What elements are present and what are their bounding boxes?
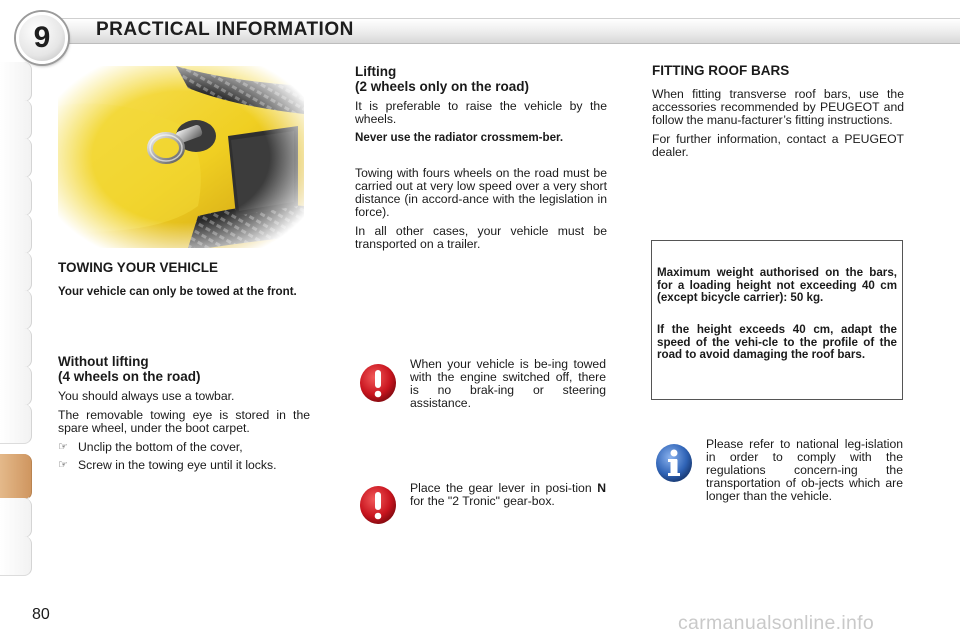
- lifting-p2: Never use the radiator crossmem-ber.: [355, 131, 564, 144]
- roof-bars-section: [652, 63, 904, 159]
- roof-bars-warning-box: [651, 240, 903, 400]
- roof-bars-title: FITTING ROOF BARS: [652, 63, 790, 78]
- exclamation-icon: [358, 362, 398, 404]
- chapter-tab[interactable]: [0, 404, 32, 444]
- roof-bars-p2: For further information, contact a PEUGEOT dealer.: [652, 132, 904, 159]
- info-icon: [654, 442, 694, 484]
- towing-eye-photo: [58, 66, 304, 248]
- warning-gear-lever: [410, 482, 606, 508]
- chapter-tab[interactable]: [0, 328, 32, 368]
- warning-gear-text-end: for the "2 Tronic" gear-box.: [410, 494, 555, 508]
- warning-gear-text: Place the gear lever in posi-tion: [410, 481, 598, 495]
- pointing-hand-icon: ☞: [58, 441, 68, 453]
- chapter-tab[interactable]: [0, 366, 32, 406]
- chapter-tab[interactable]: [0, 176, 32, 216]
- towing-title: TOWING YOUR VEHICLE: [58, 260, 219, 275]
- chapter-tab[interactable]: [0, 252, 32, 292]
- page-number: 80: [32, 606, 50, 623]
- gear-position: N: [597, 481, 606, 495]
- chapter-tab[interactable]: [0, 138, 32, 178]
- lifting-p1: It is preferable to raise the vehicle by the wheels.: [355, 99, 607, 126]
- lifting-title-2: (2 wheels only on the road): [355, 79, 530, 94]
- towing-intro: Your vehicle can only be towed at the front.: [58, 285, 297, 298]
- without-lifting-section: [58, 354, 310, 472]
- without-lifting-title-2: (4 wheels on the road): [58, 369, 201, 384]
- bullet-text: Screw in the towing eye until it locks.: [78, 458, 277, 472]
- without-lifting-title-1: Without lifting: [58, 354, 149, 369]
- lifting-title-1: Lifting: [355, 64, 397, 79]
- lifting-p4: In all other cases, your vehicle must be transported on a trailer.: [355, 223, 607, 251]
- chapter-tab[interactable]: [0, 214, 32, 254]
- lifting-p3: Towing with fours wheels on the road must be carried out at very low speed over a very short distance (in accord-ance with the legislation in force).: [355, 165, 607, 219]
- roof-bars-box-p2: If the height exceeds 40 cm, adapt the speed of the vehi-cle to the profile of the road to avoid damaging the roof bars.: [657, 323, 897, 361]
- page-title: PRACTICAL INFORMATION: [96, 19, 354, 40]
- watermark: carmanualsonline.info: [678, 612, 874, 634]
- chapter-number-badge: 9: [16, 12, 68, 64]
- info-long-objects: Please refer to national leg-islation in order to comply with the regulations concern-ing the transportation of ob-jects which are longer than the vehicle.: [706, 437, 903, 503]
- without-lifting-p1: You should always use a towbar.: [58, 389, 235, 403]
- chapter-tab-active[interactable]: [0, 454, 32, 500]
- list-item: [58, 441, 310, 454]
- chapter-tab[interactable]: [0, 536, 32, 576]
- roof-bars-box-p1: Maximum weight authorised on the bars, for a loading height not exceeding 40 cm (except bicycle carrier): 50 kg.: [657, 266, 897, 304]
- chapter-tab[interactable]: [0, 498, 32, 538]
- exclamation-icon: [358, 484, 398, 526]
- pointing-hand-icon: ☞: [58, 459, 68, 471]
- warning-no-assistance: When your vehicle is be-ing towed with the engine switched off, there is no brak-ing or steering assistance.: [410, 357, 606, 410]
- list-item: [58, 459, 310, 472]
- chapter-tab[interactable]: [0, 100, 32, 140]
- chapter-tab[interactable]: [0, 62, 32, 102]
- roof-bars-p1: When fitting transverse roof bars, use the accessories recommended by PEUGEOT and follow the manu-facturer’s fitting instructions.: [652, 87, 904, 127]
- chapter-tab[interactable]: [0, 290, 32, 330]
- chapter-tabs: [0, 62, 34, 574]
- lifting-section: [355, 64, 607, 251]
- without-lifting-p2: The removable towing eye is stored in the spare wheel, under the boot carpet.: [58, 408, 310, 435]
- page-header: [0, 0, 960, 56]
- bullet-text: Unclip the bottom of the cover,: [78, 440, 243, 454]
